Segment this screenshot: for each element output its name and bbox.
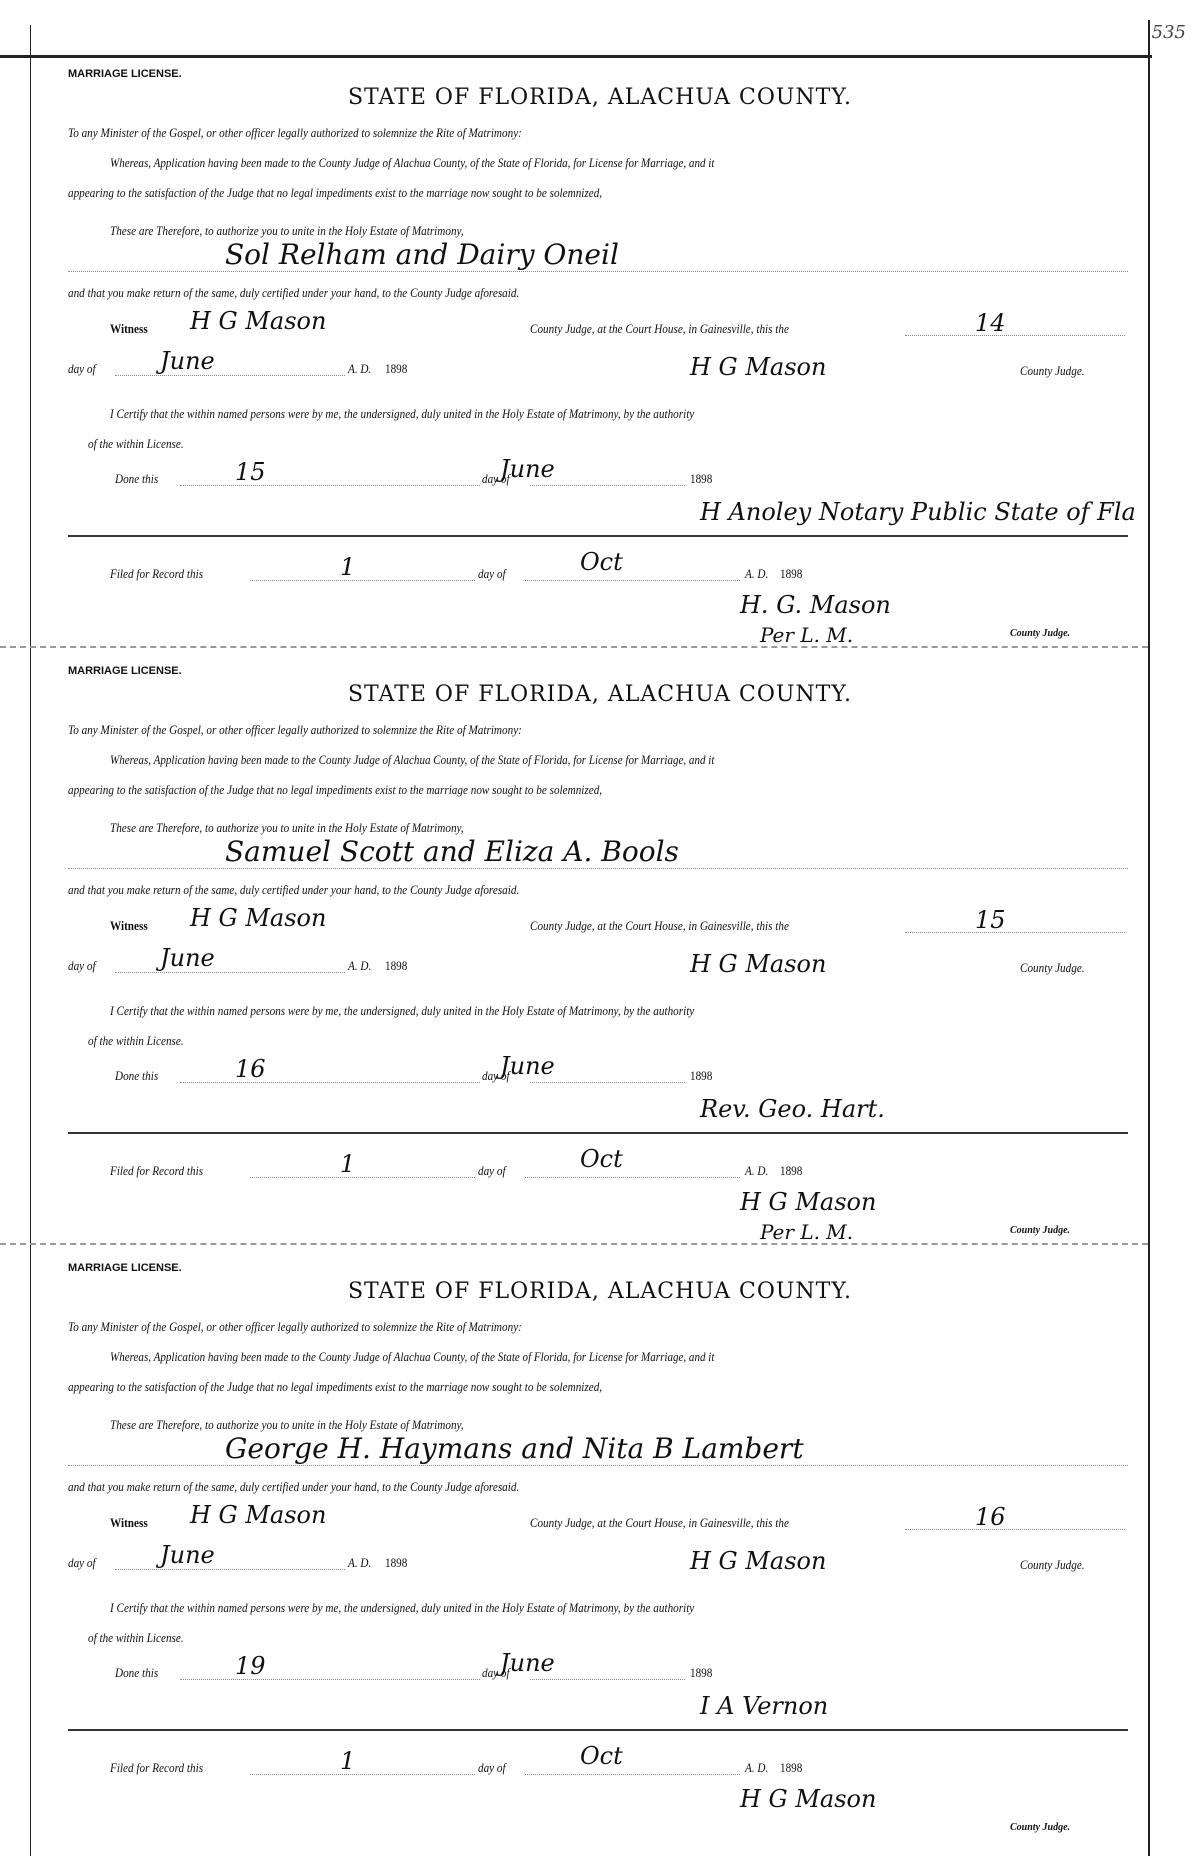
within-license-line: of the within License.: [88, 1630, 184, 1645]
ad-label: A. D.: [348, 1555, 372, 1570]
filed-ad-label: A. D.: [745, 1163, 769, 1178]
filed-day-line: [250, 1177, 475, 1178]
ad-label: A. D.: [348, 361, 372, 376]
filer-signature: H G Mason: [740, 1188, 877, 1216]
county-judge-label: County Judge.: [1020, 960, 1085, 975]
judge-signature: H G Mason: [690, 950, 827, 978]
license-header: MARRIAGE LICENSE.: [68, 1262, 182, 1274]
done-day-line: [180, 1082, 480, 1083]
county-judge-label: County Judge.: [1020, 1557, 1085, 1572]
filed-day-of-label: day of: [478, 1760, 506, 1775]
court-house-text: County Judge, at the Court House, in Gainesville, this the: [530, 918, 789, 933]
appearing-line: appearing to the satisfaction of the Judge that no legal impediments exist to the marriage now sought to be solemnized,: [68, 1379, 603, 1394]
done-this-label: Done this: [115, 1665, 159, 1680]
done-month-line: [530, 1082, 685, 1083]
witness-signature: H G Mason: [190, 307, 327, 335]
officiant-signature: Rev. Geo. Hart.: [700, 1095, 885, 1123]
filed-day-line: [250, 1774, 475, 1775]
couple-names: Samuel Scott and Eliza A. Bools: [225, 835, 679, 868]
marriage-license-record: [0, 63, 1200, 660]
license-title: STATE OF FLORIDA, ALACHUA COUNTY.: [347, 85, 853, 110]
court-house-text: County Judge, at the Court House, in Gainesville, this the: [530, 1515, 789, 1530]
done-this-label: Done this: [115, 471, 159, 486]
done-month: June: [500, 1649, 555, 1677]
license-year: 1898: [385, 1555, 408, 1570]
day-of-label: day of: [68, 361, 96, 376]
whereas-line: Whereas, Application having been made to the County Judge of Alachua County, of the State of Florida, for License for Marriage, and it: [110, 752, 715, 767]
return-line: and that you make return of the same, duly certified under your hand, to the County Judge aforesaid.: [68, 1479, 520, 1494]
day-of-label: day of: [68, 958, 96, 973]
certify-line: I Certify that the within named persons were by me, the undersigned, duly united in the Holy Estate of Matrimony, by the authority: [110, 1600, 695, 1615]
day-of-label: day of: [68, 1555, 96, 1570]
done-this-label: Done this: [115, 1068, 159, 1083]
done-day-line: [180, 485, 480, 486]
license-header: MARRIAGE LICENSE.: [68, 665, 182, 677]
done-year: 1898: [690, 471, 713, 486]
return-line: and that you make return of the same, duly certified under your hand, to the County Judge aforesaid.: [68, 882, 520, 897]
witness-label: Witness: [110, 918, 148, 933]
done-day-of-label: day of: [482, 471, 510, 486]
license-month: June: [160, 944, 215, 972]
filed-ad-label: A. D.: [745, 566, 769, 581]
couple-names: Sol Relham and Dairy Oneil: [225, 238, 619, 271]
filer-signature: H. G. Mason: [740, 591, 891, 619]
filed-month-line: [525, 1774, 740, 1775]
address-line: To any Minister of the Gospel, or other officer legally authorized to solemnize the Rite of Matrimony:: [68, 722, 522, 737]
filed-county-judge-label: County Judge.: [1010, 628, 1071, 639]
authorize-line: These are Therefore, to authorize you to unite in the Holy Estate of Matrimony,: [110, 223, 464, 238]
done-month-line: [530, 485, 685, 486]
county-judge-label: County Judge.: [1020, 363, 1085, 378]
filed-ad-label: A. D.: [745, 1760, 769, 1775]
officiant-signature: H Anoley Notary Public State of Fla: [700, 498, 1136, 526]
authorize-line: These are Therefore, to authorize you to unite in the Holy Estate of Matrimony,: [110, 820, 464, 835]
filed-month: Oct: [580, 548, 623, 576]
license-header: MARRIAGE LICENSE.: [68, 68, 182, 80]
certify-line: I Certify that the within named persons were by me, the undersigned, duly united in the Holy Estate of Matrimony, by the authority: [110, 406, 695, 421]
done-day-line: [180, 1679, 480, 1680]
section-rule: [68, 535, 1128, 537]
return-line: and that you make return of the same, duly certified under your hand, to the County Judge aforesaid.: [68, 285, 520, 300]
filed-county-judge-label: County Judge.: [1010, 1225, 1071, 1236]
address-line: To any Minister of the Gospel, or other officer legally authorized to solemnize the Rite of Matrimony:: [68, 1319, 522, 1334]
filed-year: 1898: [780, 1760, 803, 1775]
page-number: 535: [1151, 22, 1186, 43]
filer-signature: H G Mason: [740, 1785, 877, 1813]
certify-line: I Certify that the within named persons were by me, the undersigned, duly united in the Holy Estate of Matrimony, by the authority: [110, 1003, 695, 1018]
whereas-line: Whereas, Application having been made to the County Judge of Alachua County, of the State of Florida, for License for Marriage, and it: [110, 1349, 715, 1364]
appearing-line: appearing to the satisfaction of the Judge that no legal impediments exist to the marriage now sought to be solemnized,: [68, 782, 603, 797]
whereas-line: Whereas, Application having been made to the County Judge of Alachua County, of the State of Florida, for License for Marriage, and it: [110, 155, 715, 170]
day-field-line: [905, 1529, 1125, 1530]
done-year: 1898: [690, 1665, 713, 1680]
license-year: 1898: [385, 958, 408, 973]
filed-month: Oct: [580, 1742, 623, 1770]
done-day-of-label: day of: [482, 1068, 510, 1083]
court-house-text: County Judge, at the Court House, in Gainesville, this the: [530, 321, 789, 336]
month-field-line: [115, 1569, 345, 1570]
filed-day-of-label: day of: [478, 1163, 506, 1178]
day-field-line: [905, 932, 1125, 933]
filed-month-line: [525, 1177, 740, 1178]
appearing-line: appearing to the satisfaction of the Judge that no legal impediments exist to the marriage now sought to be solemnized,: [68, 185, 603, 200]
filed-day: 1: [340, 1150, 356, 1178]
filed-month-line: [525, 580, 740, 581]
filed-day-line: [250, 580, 475, 581]
license-day: 15: [975, 906, 1006, 934]
license-title: STATE OF FLORIDA, ALACHUA COUNTY.: [347, 1279, 853, 1304]
license-year: 1898: [385, 361, 408, 376]
officiant-signature: I A Vernon: [700, 1692, 829, 1720]
names-field-line: [68, 271, 1128, 272]
done-day-of-label: day of: [482, 1665, 510, 1680]
witness-label: Witness: [110, 321, 148, 336]
day-field-line: [905, 335, 1125, 336]
license-day: 14: [975, 309, 1006, 337]
judge-signature: H G Mason: [690, 353, 827, 381]
filed-day: 1: [340, 1747, 356, 1775]
done-day: 15: [235, 458, 266, 486]
license-title: STATE OF FLORIDA, ALACHUA COUNTY.: [347, 682, 853, 707]
done-month-line: [530, 1679, 685, 1680]
filed-day: 1: [340, 553, 356, 581]
done-month: June: [500, 455, 555, 483]
filed-label: Filed for Record this: [110, 566, 204, 581]
within-license-line: of the within License.: [88, 1033, 184, 1048]
license-month: June: [160, 1541, 215, 1569]
done-day: 16: [235, 1055, 266, 1083]
done-year: 1898: [690, 1068, 713, 1083]
filed-day-of-label: day of: [478, 566, 506, 581]
address-line: To any Minister of the Gospel, or other officer legally authorized to solemnize the Rite of Matrimony:: [68, 125, 522, 140]
witness-signature: H G Mason: [190, 904, 327, 932]
witness-signature: H G Mason: [190, 1501, 327, 1529]
license-month: June: [160, 347, 215, 375]
done-month: June: [500, 1052, 555, 1080]
month-field-line: [115, 972, 345, 973]
record-separator: [0, 1243, 1148, 1245]
within-license-line: of the within License.: [88, 436, 184, 451]
per-initials: Per L. M.: [760, 623, 854, 647]
couple-names: George H. Haymans and Nita B Lambert: [225, 1432, 804, 1465]
filed-label: Filed for Record this: [110, 1163, 204, 1178]
filed-month: Oct: [580, 1145, 623, 1173]
per-initials: Per L. M.: [760, 1220, 854, 1244]
month-field-line: [115, 375, 345, 376]
authorize-line: These are Therefore, to authorize you to unite in the Holy Estate of Matrimony,: [110, 1417, 464, 1432]
filed-label: Filed for Record this: [110, 1760, 204, 1775]
ad-label: A. D.: [348, 958, 372, 973]
marriage-license-record: [0, 660, 1200, 1257]
done-day: 19: [235, 1652, 266, 1680]
filed-year: 1898: [780, 566, 803, 581]
filed-county-judge-label: County Judge.: [1010, 1822, 1071, 1833]
record-separator: [0, 646, 1148, 648]
top-rule: [0, 55, 1152, 58]
marriage-license-record: [0, 1257, 1200, 1854]
section-rule: [68, 1729, 1128, 1731]
judge-signature: H G Mason: [690, 1547, 827, 1575]
witness-label: Witness: [110, 1515, 148, 1530]
filed-year: 1898: [780, 1163, 803, 1178]
names-field-line: [68, 868, 1128, 869]
license-day: 16: [975, 1503, 1006, 1531]
section-rule: [68, 1132, 1128, 1134]
names-field-line: [68, 1465, 1128, 1466]
